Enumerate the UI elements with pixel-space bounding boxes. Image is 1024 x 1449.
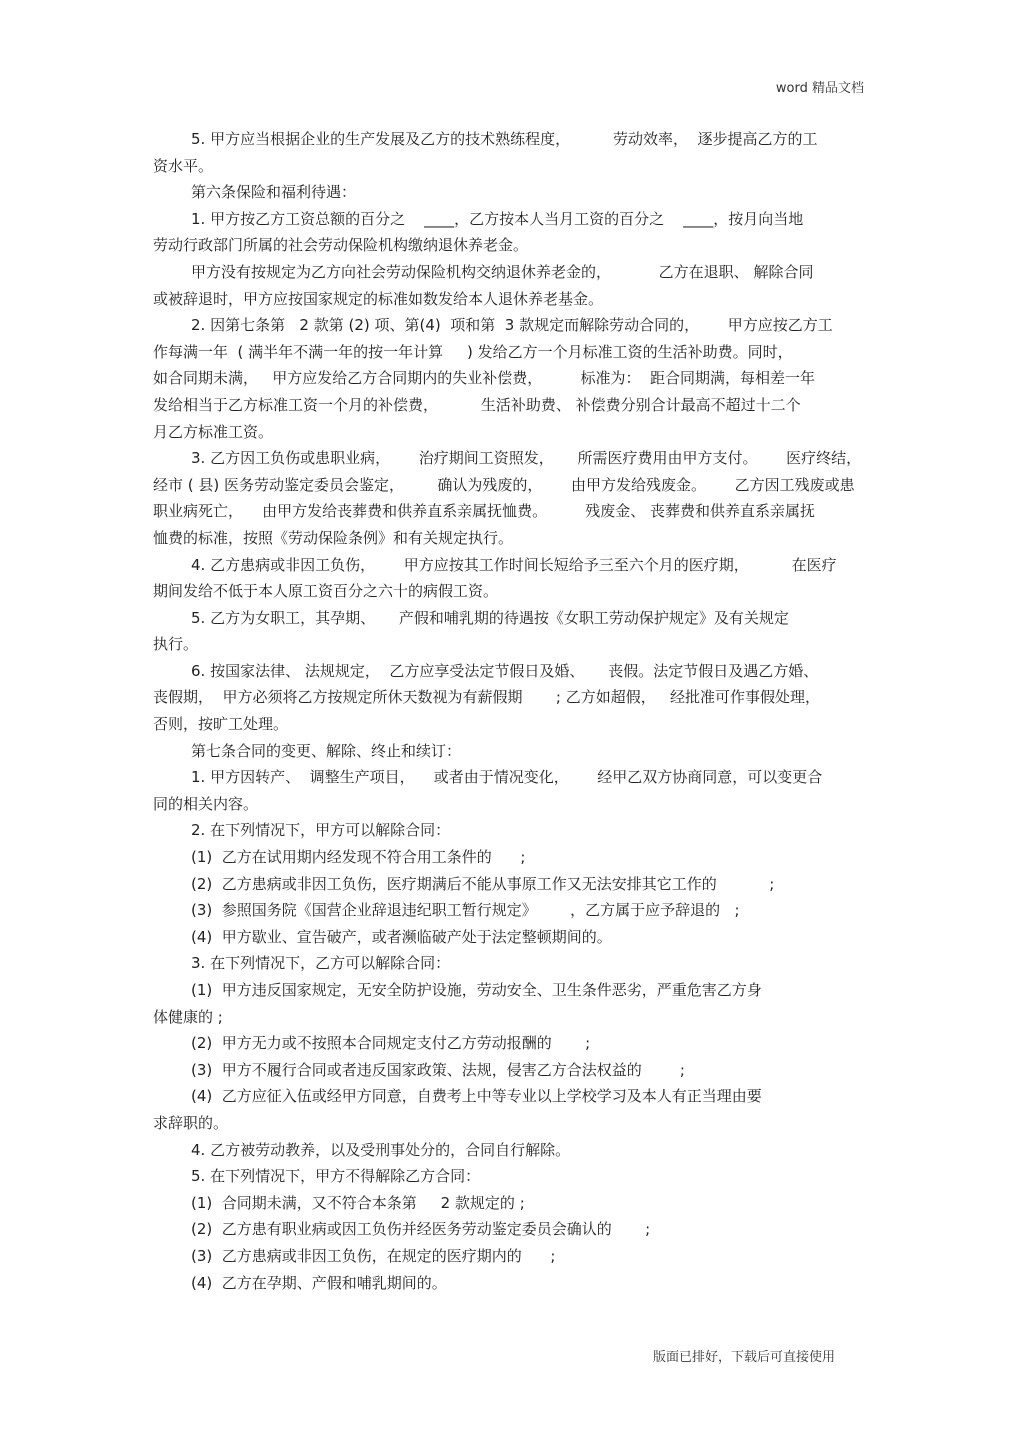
text-line: (4) 乙方在孕期、产假和哺乳期间的。 <box>191 1273 447 1292</box>
text-line: (3) 参照国务院《国营企业辞退违纪职工暂行规定》 ，乙方属于应予辞退的 ; <box>191 901 740 920</box>
text-line: 2. 在下列情况下，甲方可以解除合同： <box>191 821 451 840</box>
text-line: 6. 按国家法律、 法规规定， 乙方应享受法定节假日及婚、 丧假。法定节假日及遇乙方婚、 <box>191 661 819 680</box>
page-header: word 精品文档 <box>775 81 864 96</box>
text-line: (2) 甲方无力或不按照本合同规定支付乙方劳动报酬的 ; <box>191 1034 591 1053</box>
text-line: 丧假期， 甲方必须将乙方按规定所休天数视为有薪假期 ; 乙方如超假， 经批准可作事假处理， <box>153 688 821 707</box>
text-line: 职业病死亡， 由甲方发给丧葬费和供养直系亲属抚恤费。 残废金、 丧葬费和供养直系亲属抚 <box>153 502 815 521</box>
text-line: 2. 因第七条第 2 款第 (2) 项、第(4) 项和第 3 款规定而解除劳动合同的， 甲方应按乙方工 <box>191 316 833 335</box>
text-line: 4. 乙方被劳动教养，以及受刑事处分的，合同自行解除。 <box>191 1140 571 1159</box>
text-line: 5. 在下列情况下，甲方不得解除乙方合同： <box>191 1167 481 1186</box>
text-line: 经市 ( 县) 医务劳动鉴定委员会鉴定， 确认为残废的， 由甲方发给残废金。 乙方因工残废或患 <box>153 475 855 494</box>
document-body <box>153 126 865 1296</box>
text-line: 5. 乙方为女职工，其孕期、 产假和哺乳期的待遇按《女职工劳动保护规定》及有关规定 <box>191 608 789 627</box>
text-line: 5. 甲方应当根据企业的生产发展及乙方的技术熟练程度， 劳动效率， 逐步提高乙方的工 <box>191 130 818 148</box>
text-line: 3. 乙方因工负伤或患职业病， 治疗期间工资照发， 所需医疗费用由甲方支付。 医疗终结， <box>191 449 862 468</box>
text-line: 作每满一年 ( 满半年不满一年的按一年计算 ) 发给乙方一个月标准工资的生活补助费。同时， <box>153 342 793 361</box>
text-line: 求辞职的。 <box>153 1113 229 1132</box>
text-line: (1) 甲方违反国家规定，无安全防护设施，劳动安全、卫生条件恶劣，严重危害乙方身 <box>191 981 762 999</box>
text-line: (1) 乙方在试用期内经发现不符合用工条件的 ; <box>191 848 526 867</box>
page-footer: 版面已排好，下载后可直接使用 <box>653 1350 836 1365</box>
text-line: (4) 乙方应征入伍或经甲方同意，自费考上中等专业以上学校学习及本人有正当理由要 <box>191 1087 762 1106</box>
text-line: 期间发给不低于本人原工资百分之六十的病假工资。 <box>153 582 499 601</box>
text-line: 执行。 <box>153 635 199 654</box>
text-line: 3. 在下列情况下，乙方可以解除合同： <box>191 954 451 973</box>
text-line: 第六条保险和福利待遇： <box>191 183 357 202</box>
text-line: 甲方没有按规定为乙方向社会劳动保险机构交纳退休养老金的， 乙方在退职、 解除合同 <box>191 262 814 281</box>
text-line: (2) 乙方患有职业病或因工负伤并经医务劳动鉴定委员会确认的 ; <box>191 1220 651 1239</box>
text-line: (2) 乙方患病或非因工负伤，医疗期满后不能从事原工作又无法安排其它工作的 ; <box>191 874 775 893</box>
text-line: (3) 乙方患病或非因工负伤，在规定的医疗期内的 ; <box>191 1246 556 1265</box>
text-line: 第七条合同的变更、解除、终止和续订： <box>191 741 462 760</box>
text-line: (1) 合同期未满，又不符合本条第 2 款规定的 ; <box>191 1193 525 1212</box>
text-line: 1. 甲方按乙方工资总额的百分之 ____，乙方按本人当月工资的百分之 ____，按月向当地 <box>191 209 804 228</box>
text-line: 发给相当于乙方标准工资一个月的补偿费， 生活补助费、 补偿费分别合计最高不超过十二个 <box>153 395 801 414</box>
text-line: 劳动行政部门所属的社会劳动保险机构缴纳退休养老金。 <box>153 236 529 255</box>
text-line: 月乙方标准工资。 <box>153 422 274 441</box>
text-line: 同的相关内容。 <box>153 794 259 813</box>
text-line: 否则，按旷工处理。 <box>153 715 289 734</box>
text-line: 如合同期未满， 甲方应发给乙方合同期内的失业补偿费， 标准为： 距合同期满，每相差一年 <box>153 369 815 388</box>
text-line: 1. 甲方因转产、 调整生产项目， 或者由于情况变化， 经甲乙双方协商同意，可以变更合 <box>191 768 823 787</box>
text-line: 或被辞退时，甲方应按国家规定的标准如数发给本人退休养老基金。 <box>153 289 604 308</box>
text-line: (4) 甲方歇业、宣告破产，或者濒临破产处于法定整顿期间的。 <box>191 927 612 946</box>
text-line: 恤费的标准，按照《劳动保险条例》和有关规定执行。 <box>153 528 514 547</box>
text-line: 4. 乙方患病或非因工负伤， 甲方应按其工作时间长短给予三至六个月的医疗期， 在医疗 <box>191 555 837 574</box>
text-line: 体健康的 ; <box>153 1007 223 1026</box>
text-line: (3) 甲方不履行合同或者违反国家政策、法规，侵害乙方合法权益的 ; <box>191 1060 685 1079</box>
text-line: 资水平。 <box>153 156 214 175</box>
